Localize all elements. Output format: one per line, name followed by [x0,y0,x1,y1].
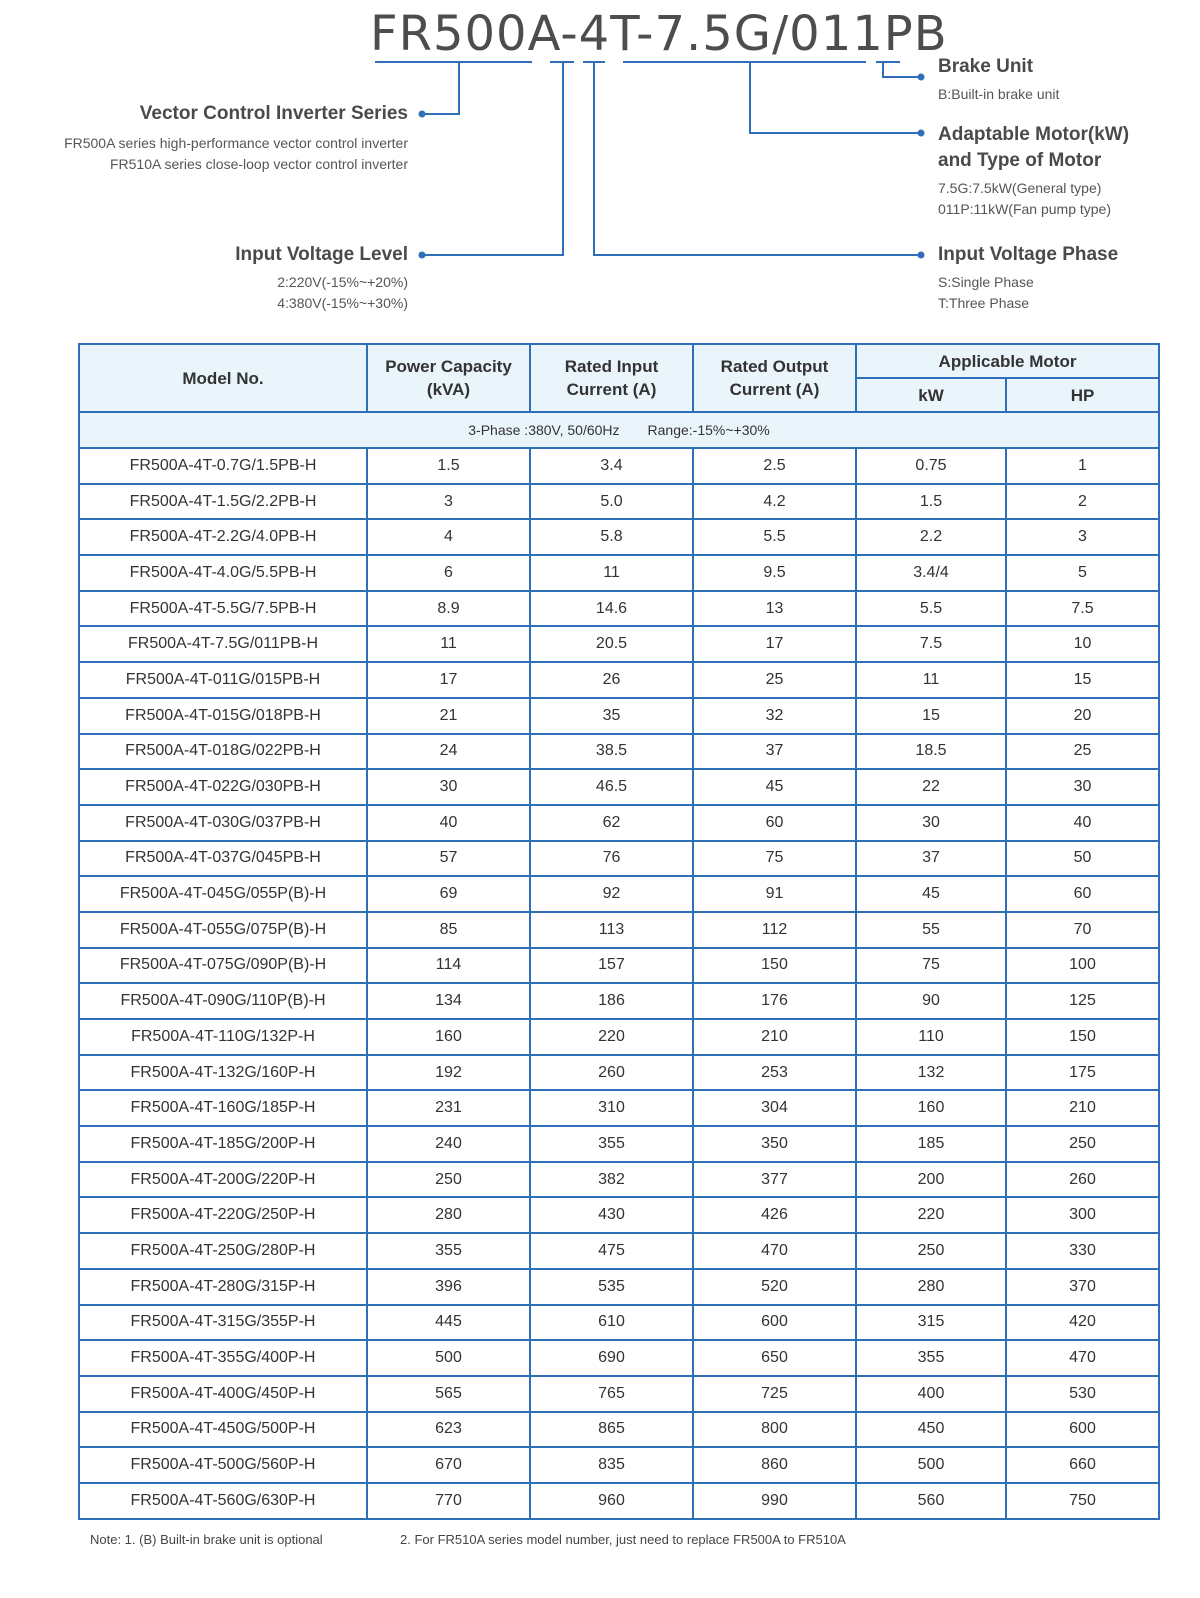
connector-series [422,62,459,114]
table-row [79,626,1159,662]
cell-motor-kw: 200 [856,1162,1006,1198]
cell-motor-hp: 3 [1006,519,1159,555]
table-row [79,912,1159,948]
cell-model: FR500A-4T-315G/355P-H [79,1305,367,1341]
phase-band-text: 3-Phase :380V, 50/60Hz [468,422,620,438]
cell-output-current: 520 [693,1269,856,1305]
table-row [79,448,1159,484]
cell-motor-kw: 45 [856,876,1006,912]
cell-model: FR500A-4T-500G/560P-H [79,1447,367,1483]
phase-band-row [79,412,1159,448]
header-input-line-1: Rated Input [564,357,659,376]
cell-input-current: 610 [530,1305,693,1341]
cell-motor-kw: 2.2 [856,519,1006,555]
cell-input-current: 186 [530,983,693,1019]
cell-power-kva: 134 [367,983,530,1019]
cell-power-kva: 21 [367,698,530,734]
legend-phase-line-1: S:Single Phase [938,274,1034,290]
cell-motor-kw: 560 [856,1483,1006,1519]
cell-motor-kw: 250 [856,1233,1006,1269]
cell-output-current: 13 [693,591,856,627]
table-row [79,519,1159,555]
cell-model: FR500A-4T-5.5G/7.5PB-H [79,591,367,627]
cell-motor-hp: 330 [1006,1233,1159,1269]
dot-voltage-level [419,252,426,259]
legend-motor [938,122,1129,220]
cell-input-current: 475 [530,1233,693,1269]
connector-voltage-level [422,62,563,255]
cell-motor-kw: 500 [856,1447,1006,1483]
table-row [79,805,1159,841]
dot-series [419,111,426,118]
cell-model: FR500A-4T-160G/185P-H [79,1090,367,1126]
cell-model: FR500A-4T-018G/022PB-H [79,734,367,770]
cell-output-current: 150 [693,948,856,984]
cell-output-current: 60 [693,805,856,841]
cell-motor-hp: 600 [1006,1412,1159,1448]
cell-motor-hp: 250 [1006,1126,1159,1162]
legend-voltage-level-line-2: 4:380V(-15%~+30%) [277,295,408,311]
cell-model: FR500A-4T-037G/045PB-H [79,841,367,877]
cell-model: FR500A-4T-015G/018PB-H [79,698,367,734]
header-applicable-motor: Applicable Motor [856,344,1159,378]
cell-input-current: 3.4 [530,448,693,484]
cell-model: FR500A-4T-011G/015PB-H [79,662,367,698]
cell-motor-hp: 50 [1006,841,1159,877]
cell-model: FR500A-4T-200G/220P-H [79,1162,367,1198]
cell-output-current: 800 [693,1412,856,1448]
cell-motor-kw: 22 [856,769,1006,805]
cell-power-kva: 250 [367,1162,530,1198]
cell-model: FR500A-4T-1.5G/2.2PB-H [79,484,367,520]
cell-model: FR500A-4T-185G/200P-H [79,1126,367,1162]
cell-input-current: 220 [530,1019,693,1055]
legend-motor-title-2: and Type of Motor [938,150,1102,171]
cell-motor-hp: 210 [1006,1090,1159,1126]
table-row [79,841,1159,877]
cell-input-current: 960 [530,1483,693,1519]
cell-power-kva: 8.9 [367,591,530,627]
phase-band-cell [79,412,1159,448]
table-row [79,1197,1159,1233]
cell-input-current: 46.5 [530,769,693,805]
cell-input-current: 430 [530,1197,693,1233]
cell-input-current: 260 [530,1055,693,1091]
cell-motor-kw: 450 [856,1412,1006,1448]
cell-motor-hp: 15 [1006,662,1159,698]
cell-power-kva: 623 [367,1412,530,1448]
cell-power-kva: 85 [367,912,530,948]
cell-motor-kw: 185 [856,1126,1006,1162]
header-power-line-2: (kVA) [426,380,471,399]
cell-motor-kw: 75 [856,948,1006,984]
table-row [79,698,1159,734]
cell-motor-kw: 30 [856,805,1006,841]
model-code-title: FR500A-4T-7.5G/011PB [370,6,948,62]
legend-series-line-2: FR510A series close-loop vector control inverter [109,156,408,172]
cell-output-current: 5.5 [693,519,856,555]
table-row [79,1269,1159,1305]
cell-motor-hp: 100 [1006,948,1159,984]
cell-motor-kw: 15 [856,698,1006,734]
cell-model: FR500A-4T-055G/075P(B)-H [79,912,367,948]
cell-power-kva: 3 [367,484,530,520]
cell-power-kva: 500 [367,1340,530,1376]
cell-motor-hp: 30 [1006,769,1159,805]
cell-output-current: 253 [693,1055,856,1091]
table-row [79,1447,1159,1483]
cell-output-current: 112 [693,912,856,948]
cell-power-kva: 160 [367,1019,530,1055]
cell-motor-hp: 10 [1006,626,1159,662]
cell-motor-hp: 370 [1006,1269,1159,1305]
cell-input-current: 382 [530,1162,693,1198]
cell-motor-kw: 18.5 [856,734,1006,770]
cell-motor-kw: 37 [856,841,1006,877]
cell-power-kva: 57 [367,841,530,877]
table-row [79,484,1159,520]
table-row [79,734,1159,770]
cell-motor-hp: 530 [1006,1376,1159,1412]
cell-input-current: 535 [530,1269,693,1305]
cell-motor-hp: 260 [1006,1162,1159,1198]
cell-model: FR500A-4T-132G/160P-H [79,1055,367,1091]
header-kw: kW [856,378,1006,412]
cell-motor-kw: 7.5 [856,626,1006,662]
cell-output-current: 210 [693,1019,856,1055]
cell-output-current: 25 [693,662,856,698]
cell-output-current: 32 [693,698,856,734]
cell-input-current: 92 [530,876,693,912]
cell-output-current: 9.5 [693,555,856,591]
table-row [79,983,1159,1019]
legend-brake-title: Brake Unit [938,56,1034,77]
cell-power-kva: 1.5 [367,448,530,484]
cell-power-kva: 231 [367,1090,530,1126]
legend-motor-title-1: Adaptable Motor(kW) [938,124,1130,145]
connector-brake [883,62,921,77]
cell-power-kva: 4 [367,519,530,555]
table-row [79,1162,1159,1198]
cell-motor-kw: 132 [856,1055,1006,1091]
cell-model: FR500A-4T-355G/400P-H [79,1340,367,1376]
legend-series-title: Vector Control Inverter Series [139,103,408,124]
header-power-line-1: Power Capacity [385,357,512,376]
cell-model: FR500A-4T-0.7G/1.5PB-H [79,448,367,484]
cell-motor-kw: 1.5 [856,484,1006,520]
note-2: 2. For FR510A series model number, just need to replace FR500A to FR510A [400,1532,846,1547]
cell-model: FR500A-4T-4.0G/5.5PB-H [79,555,367,591]
cell-input-current: 765 [530,1376,693,1412]
cell-output-current: 426 [693,1197,856,1233]
legend-brake [938,56,1059,105]
table-row [79,1055,1159,1091]
cell-output-current: 45 [693,769,856,805]
cell-power-kva: 565 [367,1376,530,1412]
cell-motor-hp: 1 [1006,448,1159,484]
note-1: Note: 1. (B) Built-in brake unit is optional [90,1532,323,1547]
cell-input-current: 26 [530,662,693,698]
cell-output-current: 37 [693,734,856,770]
cell-output-current: 725 [693,1376,856,1412]
header-input-line-2: Current (A) [566,380,657,399]
cell-input-current: 35 [530,698,693,734]
cell-motor-kw: 0.75 [856,448,1006,484]
cell-motor-hp: 2 [1006,484,1159,520]
cell-model: FR500A-4T-090G/110P(B)-H [79,983,367,1019]
table-row [79,555,1159,591]
spec-table [78,343,1160,1520]
cell-input-current: 157 [530,948,693,984]
legend-phase [938,244,1118,314]
table-row [79,1090,1159,1126]
cell-output-current: 350 [693,1126,856,1162]
table-row [79,1340,1159,1376]
cell-model: FR500A-4T-450G/500P-H [79,1412,367,1448]
cell-output-current: 304 [693,1090,856,1126]
cell-power-kva: 40 [367,805,530,841]
cell-output-current: 176 [693,983,856,1019]
header-model: Model No. [79,344,367,412]
cell-motor-hp: 20 [1006,698,1159,734]
connector-phase [594,62,921,255]
cell-motor-kw: 400 [856,1376,1006,1412]
cell-output-current: 2.5 [693,448,856,484]
cell-motor-kw: 11 [856,662,1006,698]
cell-motor-hp: 470 [1006,1340,1159,1376]
cell-power-kva: 114 [367,948,530,984]
cell-input-current: 20.5 [530,626,693,662]
cell-power-kva: 770 [367,1483,530,1519]
cell-motor-kw: 355 [856,1340,1006,1376]
cell-motor-kw: 110 [856,1019,1006,1055]
cell-motor-kw: 3.4/4 [856,555,1006,591]
cell-input-current: 5.8 [530,519,693,555]
table-row [79,1019,1159,1055]
legend-motor-line-2: 011P:11kW(Fan pump type) [938,201,1112,217]
cell-motor-hp: 60 [1006,876,1159,912]
cell-input-current: 76 [530,841,693,877]
cell-motor-hp: 660 [1006,1447,1159,1483]
cell-motor-hp: 40 [1006,805,1159,841]
cell-model: FR500A-4T-045G/055P(B)-H [79,876,367,912]
cell-power-kva: 192 [367,1055,530,1091]
cell-motor-hp: 5 [1006,555,1159,591]
table-row [79,1305,1159,1341]
cell-model: FR500A-4T-110G/132P-H [79,1019,367,1055]
header-hp: HP [1006,378,1159,412]
cell-motor-kw: 280 [856,1269,1006,1305]
cell-motor-kw: 160 [856,1090,1006,1126]
legend-brake-line-1: B:Built-in brake unit [938,86,1060,102]
header-input [530,344,693,412]
legend-voltage-level-line-1: 2:220V(-15%~+20%) [277,274,408,290]
cell-power-kva: 280 [367,1197,530,1233]
cell-model: FR500A-4T-280G/315P-H [79,1269,367,1305]
connector-motor [750,62,921,133]
cell-input-current: 310 [530,1090,693,1126]
cell-motor-kw: 90 [856,983,1006,1019]
table-row [79,876,1159,912]
table-row [79,1126,1159,1162]
cell-input-current: 62 [530,805,693,841]
dot-motor [918,130,925,137]
cell-input-current: 355 [530,1126,693,1162]
cell-input-current: 835 [530,1447,693,1483]
cell-input-current: 5.0 [530,484,693,520]
table-row [79,769,1159,805]
cell-motor-kw: 55 [856,912,1006,948]
cell-power-kva: 11 [367,626,530,662]
cell-power-kva: 240 [367,1126,530,1162]
cell-motor-kw: 5.5 [856,591,1006,627]
legend-phase-line-2: T:Three Phase [938,295,1030,311]
cell-power-kva: 69 [367,876,530,912]
cell-motor-kw: 220 [856,1197,1006,1233]
table-row [79,1233,1159,1269]
table-row [79,948,1159,984]
cell-input-current: 14.6 [530,591,693,627]
cell-output-current: 860 [693,1447,856,1483]
cell-input-current: 113 [530,912,693,948]
cell-power-kva: 396 [367,1269,530,1305]
cell-motor-hp: 420 [1006,1305,1159,1341]
table-row [79,1483,1159,1519]
cell-motor-hp: 25 [1006,734,1159,770]
cell-model: FR500A-4T-560G/630P-H [79,1483,367,1519]
cell-output-current: 75 [693,841,856,877]
cell-motor-hp: 7.5 [1006,591,1159,627]
cell-output-current: 91 [693,876,856,912]
cell-input-current: 11 [530,555,693,591]
cell-model: FR500A-4T-220G/250P-H [79,1197,367,1233]
legend-series-line-1: FR500A series high-performance vector control inverter [64,135,408,151]
cell-input-current: 690 [530,1340,693,1376]
header-output-line-1: Rated Output [720,357,829,376]
cell-model: FR500A-4T-075G/090P(B)-H [79,948,367,984]
cell-power-kva: 670 [367,1447,530,1483]
cell-output-current: 470 [693,1233,856,1269]
cell-motor-hp: 300 [1006,1197,1159,1233]
header-power [367,344,530,412]
cell-output-current: 4.2 [693,484,856,520]
cell-motor-hp: 150 [1006,1019,1159,1055]
table-row [79,662,1159,698]
legend-motor-line-1: 7.5G:7.5kW(General type) [938,180,1102,196]
table-row [79,1412,1159,1448]
cell-model: FR500A-4T-400G/450P-H [79,1376,367,1412]
table-row [79,591,1159,627]
cell-motor-hp: 750 [1006,1483,1159,1519]
legend-voltage-level [235,244,408,314]
cell-power-kva: 30 [367,769,530,805]
cell-power-kva: 24 [367,734,530,770]
header-output [693,344,856,412]
legend-voltage-level-title: Input Voltage Level [235,244,408,265]
cell-power-kva: 355 [367,1233,530,1269]
cell-motor-hp: 125 [1006,983,1159,1019]
cell-output-current: 990 [693,1483,856,1519]
cell-model: FR500A-4T-030G/037PB-H [79,805,367,841]
dot-brake [918,74,925,81]
cell-input-current: 38.5 [530,734,693,770]
cell-model: FR500A-4T-2.2G/4.0PB-H [79,519,367,555]
cell-model: FR500A-4T-022G/030PB-H [79,769,367,805]
cell-motor-hp: 70 [1006,912,1159,948]
cell-model: FR500A-4T-250G/280P-H [79,1233,367,1269]
phase-band-range: Range:-15%~+30% [647,422,770,438]
cell-output-current: 600 [693,1305,856,1341]
header-output-line-2: Current (A) [729,380,820,399]
cell-input-current: 865 [530,1412,693,1448]
cell-output-current: 650 [693,1340,856,1376]
cell-motor-hp: 175 [1006,1055,1159,1091]
cell-output-current: 17 [693,626,856,662]
table-row [79,1376,1159,1412]
cell-model: FR500A-4T-7.5G/011PB-H [79,626,367,662]
cell-power-kva: 445 [367,1305,530,1341]
cell-power-kva: 6 [367,555,530,591]
cell-output-current: 377 [693,1162,856,1198]
dot-phase [918,252,925,259]
cell-motor-kw: 315 [856,1305,1006,1341]
cell-power-kva: 17 [367,662,530,698]
legend-series [64,103,408,175]
legend-phase-title: Input Voltage Phase [938,244,1119,265]
